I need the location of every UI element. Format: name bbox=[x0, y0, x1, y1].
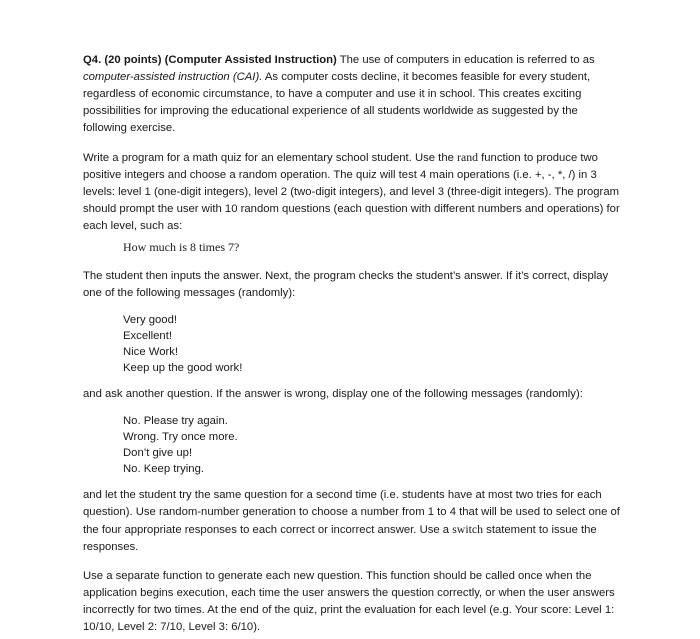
correct-message: Keep up the good work! bbox=[123, 362, 243, 374]
question-points: (20 points) bbox=[104, 54, 162, 66]
wrong-message: No. Please try again. bbox=[123, 415, 228, 427]
task-text-1: Write a program for a math quiz for an elementary school student. Use the bbox=[83, 152, 458, 164]
question-intro bbox=[83, 52, 623, 137]
check-paragraph: The student then inputs the answer. Next, the program checks the student’s answer. If it’s correct, display one of the following messages (randomly): bbox=[83, 270, 609, 299]
assignment-page bbox=[83, 52, 623, 636]
correct-messages-list bbox=[123, 312, 623, 376]
retry-text-2: statement to issue the responses. bbox=[83, 524, 597, 553]
wrong-message: No. Keep trying. bbox=[123, 463, 205, 475]
example-question: How much is 8 times 7? bbox=[123, 240, 240, 254]
intro-italic-term: computer-assisted instruction (CAI). bbox=[83, 71, 263, 83]
intro-text-2: As computer costs decline, it becomes feasible for every student, regardless of economic circumstance, to have a computer and use it in school. This creates exciting possibilities for improving the educational experience of all students worldwide as suggested by the following exercise. bbox=[83, 71, 591, 134]
intro-text-1: The use of computers in education is referred to as bbox=[336, 54, 595, 66]
question-label: Q4. bbox=[83, 54, 102, 66]
switch-keyword: switch bbox=[452, 522, 484, 536]
question-topic: (Computer Assisted Instruction) bbox=[164, 54, 337, 66]
correct-message: Nice Work! bbox=[123, 346, 179, 358]
wrong-message: Wrong. Try once more. bbox=[123, 431, 238, 443]
task-text-2: function to produce two positive integers and choose a random operation. The quiz will test 4 main operations (i.e. +, -, *, /) in 3 levels: level 1 (one-digit integers), level 2 (two-digit integers), and level 3 (three-digit integers). The program should prompt the user with 10 random questions (each question with different numbers and operations) for each level, such as: bbox=[83, 152, 620, 232]
correct-message: Excellent! bbox=[123, 330, 172, 342]
final-paragraph: Use a separate function to generate each new question. This function should be called once when the application begins execution, each time the user answers the question correctly, or when the user answers incorrectly for two times. At the end of the quiz, print the evaluation for each level (e.g. Your score: Level 1: 10/10, Level 2: 7/10, Level 3: 6/10). bbox=[83, 570, 615, 633]
task-paragraph bbox=[83, 149, 623, 235]
wrong-paragraph: and ask another question. If the answer is wrong, display one of the following messages (randomly): bbox=[83, 388, 583, 400]
rand-keyword: rand bbox=[457, 150, 478, 164]
retry-paragraph bbox=[83, 487, 623, 556]
wrong-message: Don’t give up! bbox=[123, 447, 193, 459]
retry-text-1: and let the student try the same question for a second time (i.e. students have at most two tries for each question). Use random-number generation to choose a number from 1 to 4 that will be used to select one of the four appropriate responses to each correct or incorrect answer. Use a bbox=[83, 489, 620, 536]
correct-message: Very good! bbox=[123, 314, 178, 326]
wrong-messages-list bbox=[123, 413, 623, 477]
